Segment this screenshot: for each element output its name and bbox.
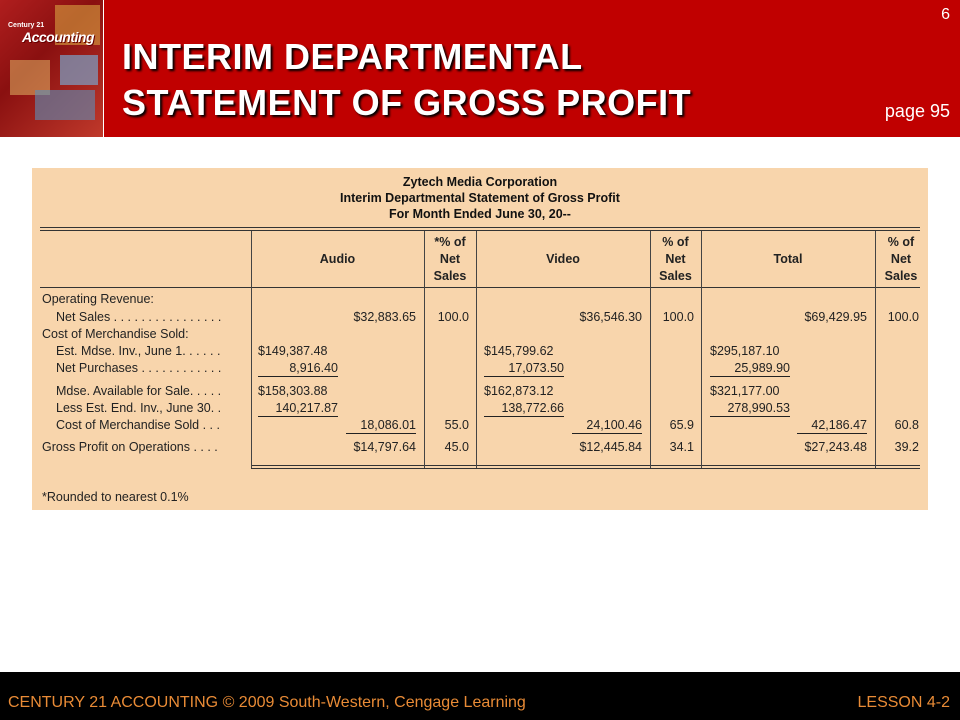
- textbook-logo: [0, 0, 104, 137]
- rule-bottom: [251, 465, 920, 466]
- video-net-sales: $36,546.30: [579, 310, 642, 324]
- video-end-inv: 138,772.66: [484, 401, 564, 417]
- label-mdse-available: Mdse. Available for Sale. . . . .: [56, 384, 222, 398]
- label-less-end-inv: Less Est. End. Inv., June 30. .: [56, 401, 222, 415]
- header-video: Video: [546, 252, 580, 266]
- header-total: Total: [773, 252, 803, 266]
- audio-gross-profit: $14,797.64: [353, 440, 416, 454]
- label-est-mdse-inv: Est. Mdse. Inv., June 1. . . . . .: [56, 344, 221, 358]
- total-net-sales: $69,429.95: [804, 310, 867, 324]
- total-gross-pct: 39.2: [894, 440, 919, 454]
- audio-cost-pct: 55.0: [444, 418, 469, 432]
- header-audio: Audio: [319, 252, 356, 266]
- total-available: $321,177.00: [710, 384, 780, 398]
- video-available: $162,873.12: [484, 384, 554, 398]
- video-cost-pct: 65.9: [669, 418, 694, 432]
- audio-gross-pct: 45.0: [444, 440, 469, 454]
- audio-net-sales: $32,883.65: [353, 310, 416, 324]
- rule-top: [40, 227, 920, 228]
- audio-cost: 18,086.01: [346, 418, 416, 434]
- video-net-purchases: 17,073.50: [484, 361, 564, 377]
- statement-period: For Month Ended June 30, 20--: [389, 207, 571, 221]
- label-net-sales: Net Sales . . . . . . . . . . . . . . . .: [56, 310, 222, 324]
- label-cost-of-merchandise: Cost of Merchandise Sold:: [42, 327, 189, 341]
- audio-est-inv: $149,387.48: [258, 344, 328, 358]
- slide-title-line-1: INTERIM DEPARTMENTAL: [122, 36, 583, 77]
- header-pct-total-2: Net: [890, 252, 912, 266]
- label-gross-profit: Gross Profit on Operations . . . .: [42, 440, 218, 454]
- company-name: Zytech Media Corporation: [402, 175, 558, 189]
- financial-statement: [32, 168, 928, 510]
- total-gross-profit: $27,243.48: [804, 440, 867, 454]
- footnote: *Rounded to nearest 0.1%: [42, 490, 189, 504]
- header-pct-audio-2: Net: [439, 252, 461, 266]
- footer-copyright: CENTURY 21 ACCOUNTING © 2009 South-Western, Cengage Learning: [8, 694, 526, 711]
- header-pct-audio-1: *% of: [434, 235, 466, 249]
- rule-header-bottom: [40, 287, 920, 288]
- video-est-inv: $145,799.62: [484, 344, 554, 358]
- total-net-sales-pct: 100.0: [887, 310, 919, 324]
- statement-title: Interim Departmental Statement of Gross Profit: [340, 191, 620, 205]
- audio-available: $158,303.88: [258, 384, 328, 398]
- header-pct-video-2: Net: [665, 252, 686, 266]
- audio-end-inv: 140,217.87: [258, 401, 338, 417]
- label-cost-of-merch-sold: Cost of Merchandise Sold . . .: [56, 418, 220, 432]
- rule-bottom-2: [251, 468, 920, 469]
- total-cost-pct: 60.8: [894, 418, 919, 432]
- video-gross-profit: $12,445.84: [579, 440, 642, 454]
- header-pct-video-3: Sales: [659, 269, 692, 283]
- header-pct-total-1: % of: [887, 235, 915, 249]
- header-pct-video-1: % of: [662, 235, 689, 249]
- total-net-purchases: 25,989.90: [710, 361, 790, 377]
- total-end-inv: 278,990.53: [710, 401, 790, 417]
- slide-footer: [0, 672, 960, 720]
- audio-net-sales-pct: 100.0: [437, 310, 469, 324]
- audio-net-purchases: 8,916.40: [258, 361, 338, 377]
- slide-header: [0, 0, 960, 137]
- video-net-sales-pct: 100.0: [662, 310, 694, 324]
- slide-number: 6: [941, 6, 950, 23]
- header-pct-audio-3: Sales: [433, 269, 467, 283]
- logo-small-text: Century 21: [8, 22, 45, 29]
- total-est-inv: $295,187.10: [710, 344, 780, 358]
- rule-top-2: [40, 230, 920, 231]
- logo-word: Accounting: [22, 29, 94, 45]
- total-cost: 42,186.47: [797, 418, 867, 434]
- page-reference: page 95: [884, 101, 950, 121]
- header-pct-total-3: Sales: [884, 269, 918, 283]
- label-net-purchases: Net Purchases . . . . . . . . . . . .: [56, 361, 222, 375]
- video-gross-pct: 34.1: [669, 440, 694, 454]
- video-cost: 24,100.46: [572, 418, 642, 434]
- label-operating-revenue: Operating Revenue:: [42, 292, 154, 306]
- slide-title-line-2: STATEMENT OF GROSS PROFIT: [122, 82, 692, 123]
- footer-lesson: LESSON 4-2: [857, 694, 950, 711]
